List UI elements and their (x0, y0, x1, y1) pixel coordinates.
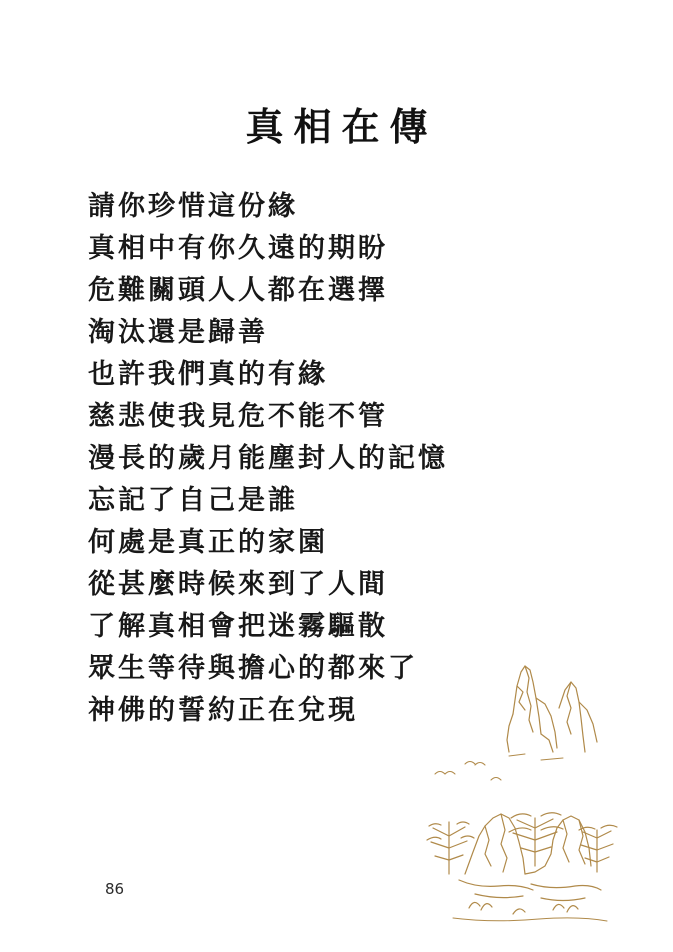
poem-line: 眾生等待與擔心的都來了 (88, 653, 418, 684)
page-number: 86 (105, 880, 125, 898)
poem-line: 了解真相會把迷霧驅散 (88, 611, 388, 642)
poem-line: 請你珍惜這份緣 (88, 191, 298, 222)
poem-line: 忘記了自己是誰 (88, 485, 298, 516)
poem-line: 危難關頭人人都在選擇 (88, 275, 388, 306)
poem-line: 真相中有你久遠的期盼 (88, 233, 388, 264)
poem-line: 神佛的誓約正在兌現 (88, 695, 358, 726)
poem-line: 漫長的歲月能塵封人的記憶 (88, 443, 448, 474)
page-title: 真相在傳 (245, 104, 438, 149)
poem-line: 淘汰還是歸善 (88, 317, 268, 348)
poem-body (88, 186, 608, 732)
poem-line: 也許我們真的有緣 (88, 359, 328, 390)
poem-line: 何處是真正的家園 (88, 527, 328, 558)
poem-line: 慈悲使我見危不能不管 (88, 401, 388, 432)
poem-line: 從甚麼時候來到了人間 (88, 569, 388, 600)
